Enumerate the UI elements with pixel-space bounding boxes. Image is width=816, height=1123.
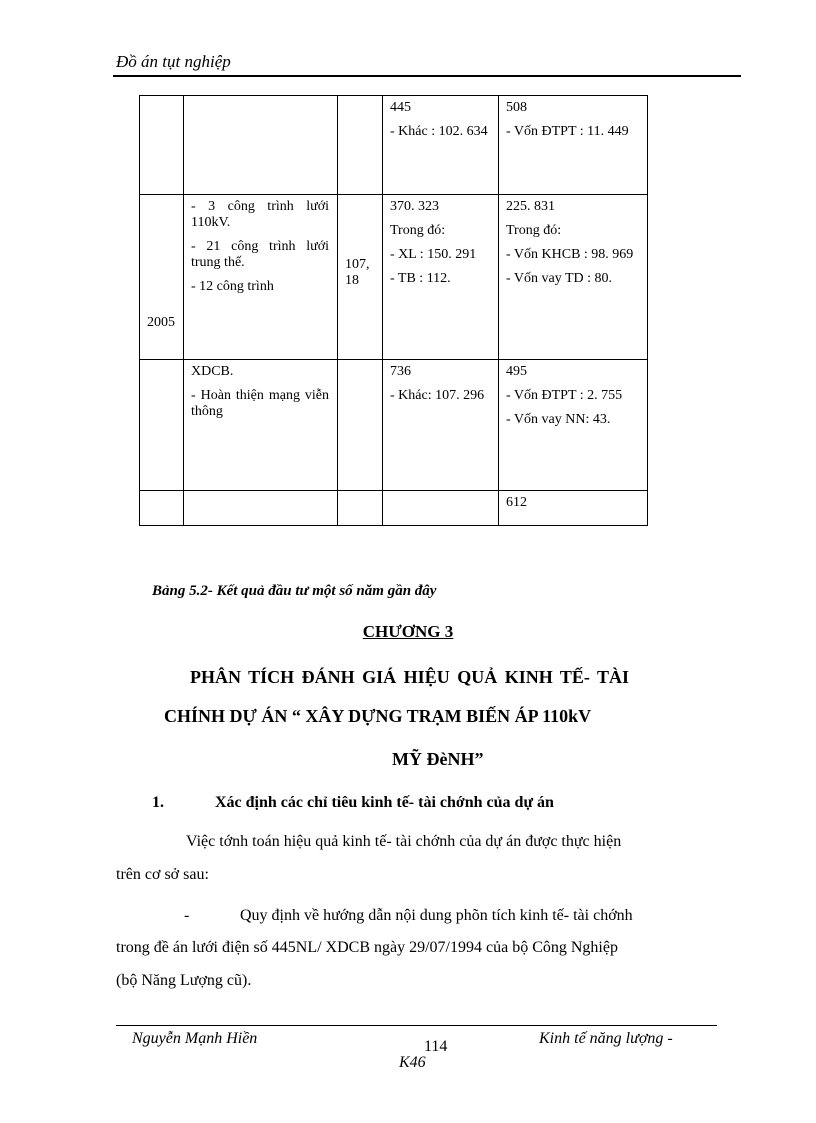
section-title: Xác định các chỉ tiêu kinh tế- tài chớnh của dự án [215, 794, 554, 811]
table-cell-text: 508 [506, 100, 527, 115]
table-cell-text: - Vốn vay TD : 80. [506, 271, 613, 287]
table-cell-text: - XL : 150. 291 [390, 247, 477, 263]
page-number: 114 [424, 1038, 448, 1055]
table-cell-text: 736 [390, 364, 411, 379]
table-cell-ratio [338, 96, 383, 195]
table-caption: Bảng 5.2- Kết quả đầu tư một số năm gần đây [152, 583, 437, 599]
header-rule [113, 75, 741, 77]
table-cell-year [140, 360, 184, 491]
table-row [140, 491, 648, 526]
paragraph-1-line-2: trên cơ sở sau: [116, 866, 209, 883]
table-cell-text: - Vốn KHCB : 98. 969 [506, 247, 634, 263]
table-cell-ratio [338, 195, 383, 360]
investment-table [139, 95, 648, 526]
paragraph-1-line-1: Việc tớnh toán hiệu quả kinh tế- tài chớnh của dự án được thực hiện [186, 833, 622, 850]
paragraph-2-line-3: (bộ Năng Lượng cũ). [116, 972, 252, 989]
table-cell-text: - Khác : 102. 634 [390, 124, 488, 140]
table-cell-text: 612 [506, 495, 527, 510]
table-cell-text: - Hoàn thiện mạng viễn thông [191, 388, 329, 420]
table-cell-text: - TB : 112. [390, 271, 451, 287]
chapter-title-line-3: MỸ ĐèNH” [392, 749, 484, 769]
year-text: 2005 [147, 314, 175, 330]
paragraph-2-line-1: Quy định về hướng dẫn nội dung phõn tích kinh tế- tài chớnh [240, 907, 633, 924]
table-cell-text: 107, 18 [345, 256, 370, 288]
table-cell-text: 370. 323 [390, 199, 439, 214]
table-cell-text: - Vốn ĐTPT : 11. 449 [506, 124, 629, 140]
table-cell-text: - 21 công trình lưới trung thế. [191, 239, 329, 271]
section-number: 1. [152, 794, 164, 811]
table-cell-capital [499, 96, 648, 195]
table-cell-works [184, 195, 338, 360]
table-cell-invest [383, 491, 499, 526]
chapter-heading: CHƯƠNG 3 [362, 622, 454, 641]
paragraph-2-line-2: trong đề án lưới điện số 445NL/ XDCB ngày 29/07/1994 của bộ Công Nghiệp [116, 939, 618, 956]
table-cell-text: Trong đó: [506, 223, 562, 239]
table-cell-works [184, 96, 338, 195]
table-cell-ratio [338, 491, 383, 526]
chapter-title-line-2: CHÍNH DỰ ÁN “ XÂY DỰNG TRẠM BIẾN ÁP 110kV [164, 706, 592, 726]
table-row [140, 360, 648, 491]
table-cell-text: 225. 831 [506, 199, 555, 214]
table-cell-invest [383, 195, 499, 360]
table-cell-text: - 12 công trình [191, 279, 274, 295]
table-cell-year [140, 491, 184, 526]
table-cell-invest [383, 96, 499, 195]
table-cell-text: - Vốn vay NN: 43. [506, 412, 611, 428]
table-cell-year [140, 96, 184, 195]
table-cell-text: XDCB. [191, 364, 234, 379]
footer-class-code: K46 [399, 1054, 426, 1071]
table-row [140, 195, 648, 360]
bullet-dash: - [184, 907, 190, 924]
footer-department: Kinh tế năng lượng - [539, 1030, 673, 1047]
header-title: Đồ án tụt nghiệp [116, 52, 231, 71]
table-cell-ratio [338, 360, 383, 491]
table-cell-text: 445 [390, 100, 411, 115]
table-cell-text: - Khác: 107. 296 [390, 388, 485, 404]
table-cell-text: 495 [506, 364, 527, 379]
table-cell-invest [383, 360, 499, 491]
table-cell-works [184, 491, 338, 526]
table-cell-works [184, 360, 338, 491]
table-cell-year [140, 195, 184, 360]
table-cell-text: - 3 công trình lưới 110kV. [191, 199, 329, 231]
table-cell-text: Trong đó: [390, 223, 446, 239]
footer-author: Nguyễn Mạnh Hiền [132, 1030, 258, 1047]
table-row [140, 96, 648, 195]
table-cell-text: - Vốn ĐTPT : 2. 755 [506, 388, 623, 404]
table-cell-capital [499, 360, 648, 491]
chapter-title-line-1: PHÂN TÍCH ĐÁNH GIÁ HIỆU QUẢ KINH TẾ- TÀI [190, 667, 630, 687]
table-cell-capital [499, 491, 648, 526]
table-cell-capital [499, 195, 648, 360]
footer-rule [116, 1025, 717, 1026]
